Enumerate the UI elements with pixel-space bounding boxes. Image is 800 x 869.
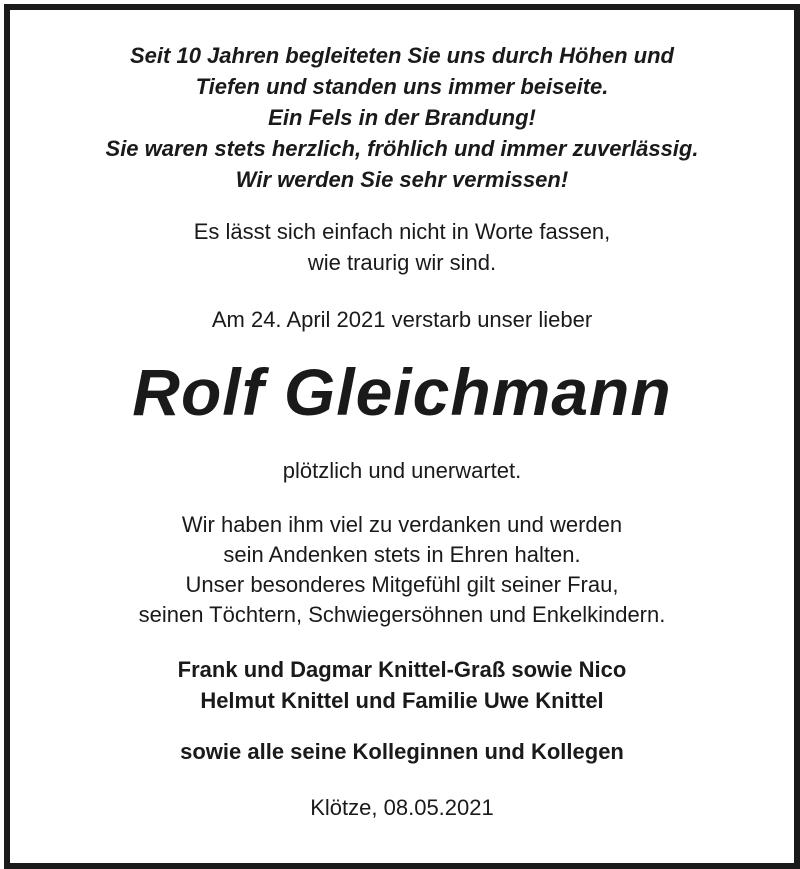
deceased-name — [10, 352, 794, 432]
sadness-line: Es lässt sich einfach nicht in Worte fassen, — [193, 219, 611, 244]
mourner-line: Helmut Knittel und Familie Uwe Knittel — [200, 688, 604, 713]
death-notice — [10, 304, 794, 335]
circumstance — [10, 455, 794, 486]
circumstance-line: plötzlich und unerwartet. — [282, 458, 522, 483]
colleagues-text: sowie alle seine Kolleginnen und Kollegen — [180, 739, 624, 764]
thanks-line: seinen Töchtern, Schwiegersöhnen und Enkelkindern. — [138, 602, 666, 627]
intro-text — [10, 40, 794, 195]
sadness-line: wie traurig wir sind. — [307, 250, 497, 275]
colleagues-line — [10, 736, 794, 767]
notice-content — [10, 10, 794, 863]
mourner-line: Frank und Dagmar Knittel-Graß sowie Nico — [177, 657, 627, 682]
intro-line: Ein Fels in der Brandung! — [268, 105, 536, 130]
thanks-text — [10, 510, 794, 630]
thanks-line: sein Andenken stets in Ehren halten. — [223, 542, 581, 567]
intro-line: Tiefen und standen uns immer beiseite. — [195, 74, 609, 99]
notice-frame — [4, 4, 800, 869]
thanks-line: Wir haben ihm viel zu verdanken und werden — [181, 512, 623, 537]
thanks-line: Unser besonderes Mitgefühl gilt seiner Frau, — [185, 572, 619, 597]
place-date — [10, 792, 794, 823]
intro-line: Sie waren stets herzlich, fröhlich und immer zuverlässig. — [105, 136, 699, 161]
intro-line: Wir werden Sie sehr vermissen! — [235, 167, 569, 192]
intro-line: Seit 10 Jahren begleiteten Sie uns durch Höhen und — [130, 43, 674, 68]
sadness-text — [10, 216, 794, 278]
place-date-text: Klötze, 08.05.2021 — [310, 795, 494, 820]
deceased-name-text: Rolf Gleichmann — [132, 355, 672, 429]
death-notice-line: Am 24. April 2021 verstarb unser lieber — [211, 307, 593, 332]
mourners — [10, 654, 794, 716]
